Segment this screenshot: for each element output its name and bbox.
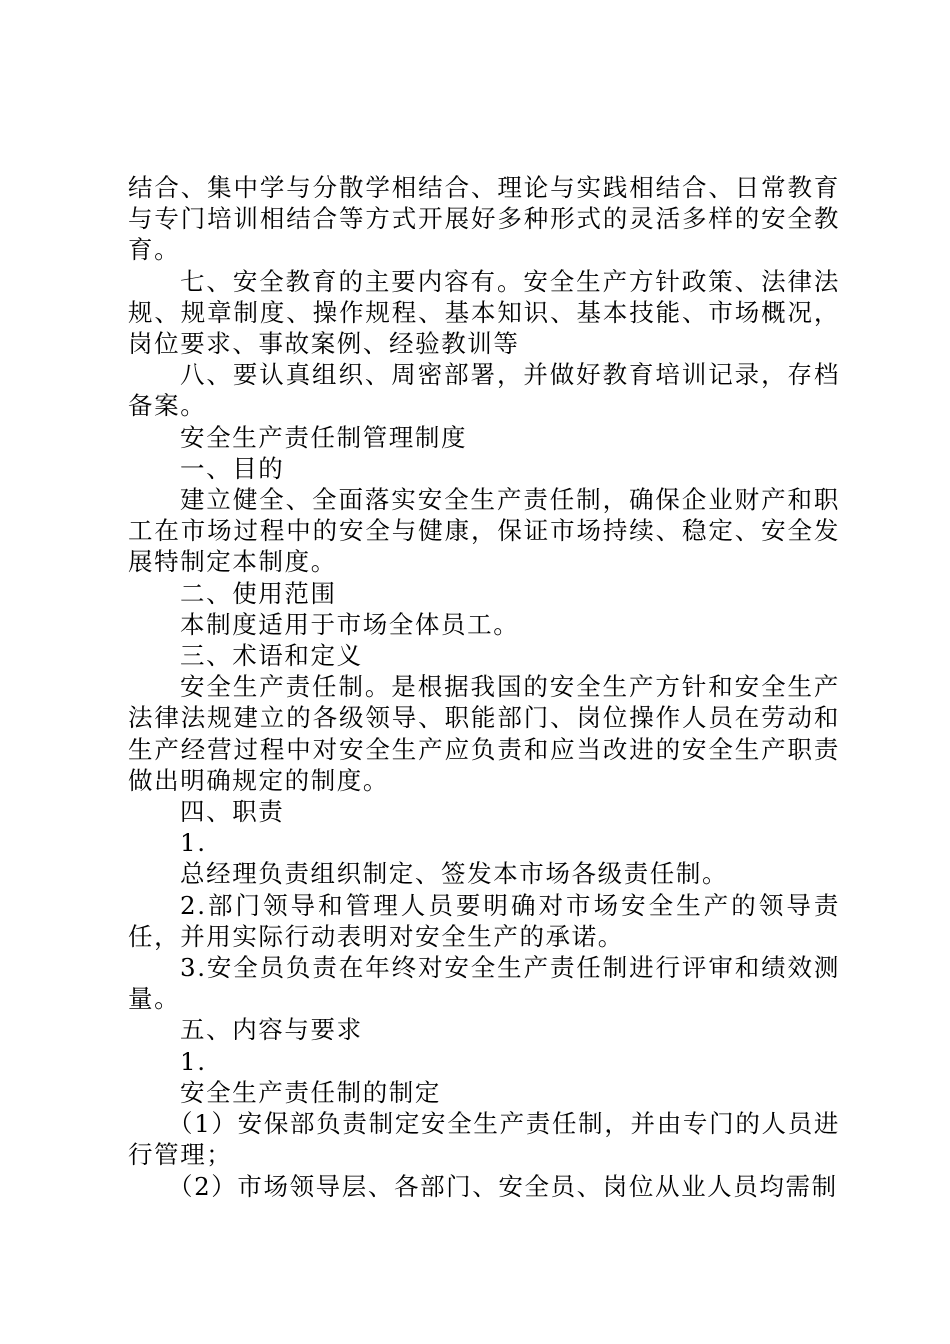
list-number-1-content: 1. — [180, 1046, 207, 1076]
list-number-1: 1. — [180, 828, 207, 858]
paragraph-definitions: 安全生产责任制。是根据我国的安全生产方针和安全生产法律法规建立的各级领导、职能部门、岗位操作人员在劳动和生产经营过程中对安全生产应负责和应当改进的安全生产职责做出明确规定的制度。 — [128, 672, 840, 795]
paragraph-scope: 本制度适用于市场全体员工。 — [180, 609, 520, 639]
paragraph-item-8: 八、要认真组织、周密部署，并做好教育培训记录，存档备案。 — [128, 360, 840, 421]
heading-responsibilities: 四、职责 — [180, 797, 285, 827]
paragraph-responsibility-2: 2.部门领导和管理人员要明确对市场安全生产的领导责任，并用实际行动表明对安全生产的承诺。 — [128, 890, 840, 951]
paragraph-subitem-2: （2）市场领导层、各部门、安全员、岗位从业人员均需制 — [168, 1171, 838, 1201]
heading-definitions: 三、术语和定义 — [180, 641, 363, 671]
heading-content-requirements: 五、内容与要求 — [180, 1015, 363, 1045]
subheading-formulation: 安全生产责任制的制定 — [180, 1077, 441, 1107]
paragraph-purpose: 建立健全、全面落实安全生产责任制，确保企业财产和职工在市场过程中的安全与健康，保证市场持续、稳定、安全发展特制定本制度。 — [128, 485, 840, 577]
section-title: 安全生产责任制管理制度 — [180, 422, 468, 452]
paragraph-responsibility-1: 总经理负责组织制定、签发本市场各级责任制。 — [180, 859, 729, 889]
paragraph-item-7: 七、安全教育的主要内容有。安全生产方针政策、法律法规、规章制度、操作规程、基本知识、基本技能、市场概况，岗位要求、事故案例、经验教训等 — [128, 266, 840, 359]
paragraph-responsibility-3: 3.安全员负责在年终对安全生产责任制进行评审和绩效测量。 — [128, 953, 840, 1014]
paragraph-continuation: 结合、集中学与分散学相结合、理论与实践相结合、日常教育与专门培训相结合等方式开展好多种形式的灵活多样的安全教育。 — [128, 173, 840, 265]
paragraph-subitem-1: （1）安保部负责制定安全生产责任制，并由专门的人员进行管理； — [128, 1109, 840, 1170]
heading-purpose: 一、目的 — [180, 453, 285, 483]
heading-scope: 二、使用范围 — [180, 578, 337, 608]
document-body — [128, 172, 840, 1202]
